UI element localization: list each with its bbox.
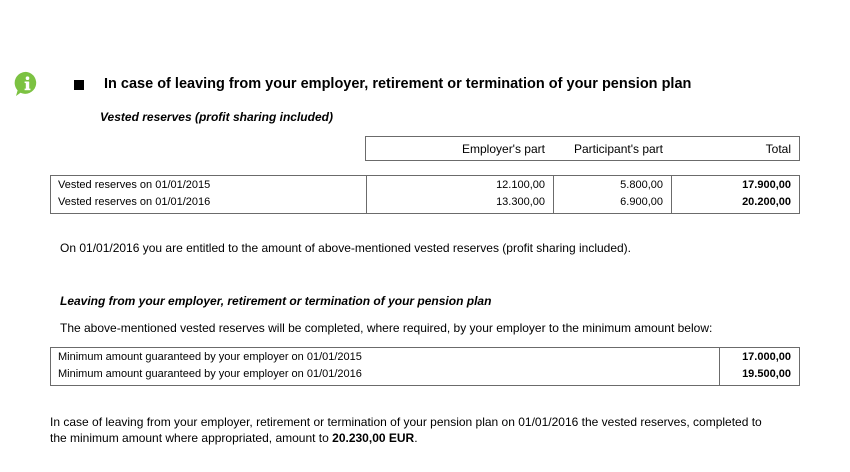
column-header-total: Total (765, 142, 791, 156)
total-value: 17.900,00 (742, 179, 791, 191)
vested-table-header (365, 136, 800, 161)
leaving-heading: Leaving from your employer, retirement or termination of your pension plan (60, 294, 492, 308)
entitled-text: On 01/01/2016 you are entitled to the amount of above-mentioned vested reserves (profit sharing included). (60, 241, 632, 255)
participant-value: 6.900,00 (620, 196, 663, 208)
conclusion-line-2: the minimum amount where appropriated, amount to 20.230,00 EUR. (50, 431, 418, 445)
row-label: Minimum amount guaranteed by your employer on 01/01/2015 (58, 351, 362, 363)
column-header-participant: Participant's part (574, 142, 663, 156)
conclusion-text (50, 414, 762, 446)
participant-value: 5.800,00 (620, 179, 663, 191)
row-label: Minimum amount guaranteed by your employer on 01/01/2016 (58, 368, 362, 380)
minimum-amount: 19.500,00 (742, 368, 791, 380)
table-row (51, 351, 799, 367)
table-row (51, 368, 799, 384)
employer-value: 13.300,00 (496, 196, 545, 208)
table-row (51, 179, 799, 195)
column-header-employer: Employer's part (462, 142, 545, 156)
employer-value: 12.100,00 (496, 179, 545, 191)
section-heading: In case of leaving from your employer, retirement or termination of your pension plan (104, 76, 692, 92)
vested-table (50, 175, 800, 214)
table-row (51, 196, 799, 212)
total-value: 20.200,00 (742, 196, 791, 208)
vested-reserves-subheading: Vested reserves (profit sharing included) (100, 110, 333, 124)
leaving-text: The above-mentioned vested reserves will be completed, where required, by your employer to the minimum amount below: (60, 321, 713, 335)
minimum-table (50, 347, 800, 386)
row-label: Vested reserves on 01/01/2015 (58, 179, 211, 191)
total-amount: 20.230,00 EUR (332, 431, 415, 445)
minimum-amount: 17.000,00 (742, 351, 791, 363)
heading-bullet (74, 80, 84, 90)
row-label: Vested reserves on 01/01/2016 (58, 196, 211, 208)
info-icon (14, 71, 40, 97)
conclusion-line-1: In case of leaving from your employer, retirement or termination of your pension plan on 01/01/2016 the vested reserves, completed to (50, 415, 762, 429)
